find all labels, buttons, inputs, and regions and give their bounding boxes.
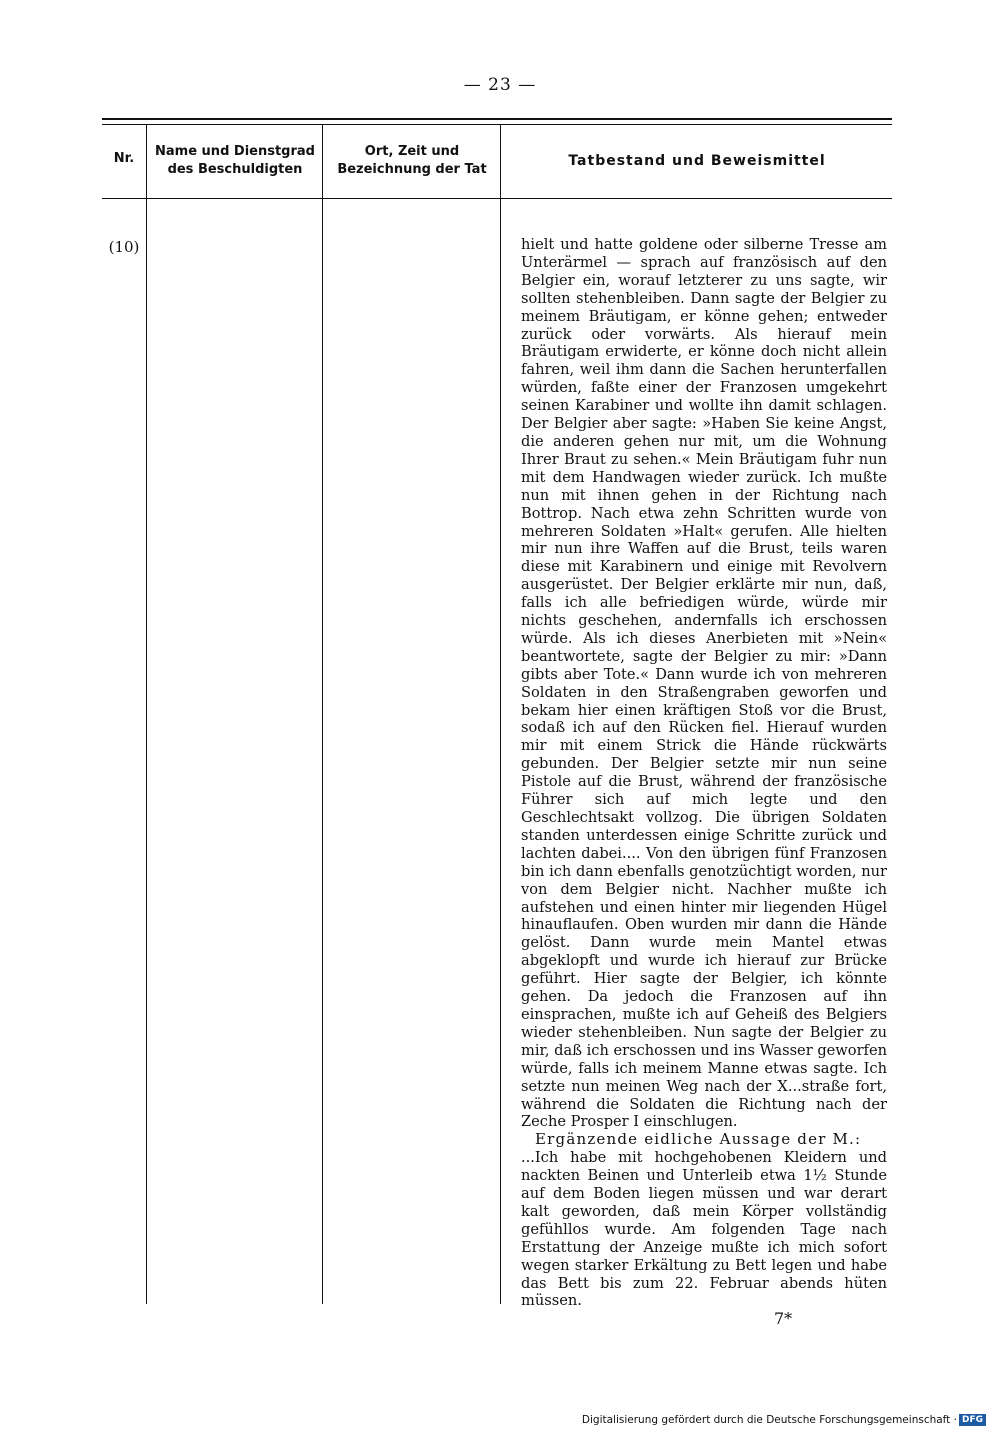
supplement-text: ...Ich habe mit hochgehobenen Kleidern und nackten Beinen und Unterleib etwa 1½ Stunde auf dem Boden liegen müssen und war derart kalt geworden, daß mein Körper vollständig gefühllos wurde. Am folgenden Tage nach Erstattung der Anzeige mußte ich mich sofort wegen starker Erkältung zu Bett legen und habe das Bett bis zum 22. Februar abends hüten müssen. xyxy=(521,1149,887,1310)
header-nr: Nr. xyxy=(113,151,135,166)
tatbestand-text xyxy=(521,236,887,1310)
header-tatbestand: Tatbestand und Beweismittel xyxy=(568,153,826,169)
page-number: — 23 — xyxy=(463,75,537,95)
footer-text: Digitalisierung gefördert durch die Deutsche Forschungsgemeinschaft · xyxy=(581,1414,957,1426)
signature-mark: 7* xyxy=(774,1309,793,1328)
header-name: Name und Dienstgrad des Beschuldigten xyxy=(155,144,315,177)
footer xyxy=(582,1414,986,1426)
supplement-heading: Ergänzende eidliche Aussage der M.: xyxy=(535,1130,862,1149)
dfg-logo: DFG xyxy=(959,1414,986,1426)
row-number: (10) xyxy=(108,238,140,256)
header-ort: Ort, Zeit und Bezeichnung der Tat xyxy=(337,144,487,177)
column-divider-1 xyxy=(146,124,147,1304)
table-top-rule-inner xyxy=(102,124,892,125)
column-divider-3 xyxy=(500,124,501,1304)
column-divider-2 xyxy=(322,124,323,1304)
table-header-rule xyxy=(102,198,892,199)
testimony-paragraph: hielt und hatte goldene oder silberne Tresse am Unterärmel — sprach auf französisch auf den Belgier ein, worauf letzterer zu uns sagte, wir sollten stehenbleiben. Dann sagte der Belgier zu meinem Bräutigam, er könne gehen; entweder zurück oder vorwärts. Als hierauf mein Bräutigam erwiderte, er könne doch nicht allein fahren, weil ihm dann die Sachen herunterfallen würden, faßte einer der Franzosen umgekehrt seinen Karabiner und wollte ihn damit schlagen. Der Belgier aber sagte: »Haben Sie keine Angst, die anderen gehen nur mit, um die Wohnung Ihrer Braut zu sehen.« Mein Bräutigam fuhr nun mit dem Handwagen wieder zurück. Ich mußte nun mit ihnen gehen in der Richtung nach Bottrop. Nach etwa zehn Schritten wurde von mehreren Soldaten »Halt« gerufen. Alle hielten mir nun ihre Waffen auf die Brust, teils waren diese mit Karabinern und einige mit Revolvern ausgerüstet. Der Belgier erklärte mir nun, daß, falls ich alle befriedigen würde, würde mir nichts geschehen, andernfalls ich erschossen würde. Als ich dieses Anerbieten mit »Nein« beantwortete, sagte der Belgier zu mir: »Dann gibts aber Tote.« Dann wurde ich von mehreren Soldaten in den Straßengraben geworfen und bekam hier einen kräftigen Stoß vor die Brust, sodaß ich auf den Rücken fiel. Hierauf wurden mir mit einem Strick die Hände rückwärts gebunden. Der Belgier setzte mir nun seine Pistole auf die Brust, während der französische Führer sich auf mich legte und den Geschlechtsakt vollzog. Die übrigen Soldaten standen unterdessen einige Schritte zurück und lachten dabei.... Von den übrigen fünf Franzosen bin ich dann ebenfalls genotzüchtigt worden, nur von dem Belgier nicht. Nachher mußte ich aufstehen und einen hinter mir liegenden Hügel hinauflaufen. Oben wurden mir dann die Hände gelöst. Dann wurde mein Mantel etwas abgeklopft und wurde ich hierauf zur Brücke geführt. Hier sagte der Belgier, ich könnte gehen. Da jedoch die Franzosen auf ihn einsprachen, mußte ich auf Geheiß des Belgiers wieder stehenbleiben. Nun sagte der Belgier zu mir, daß ich erschossen und ins Wasser geworfen würde, falls ich meinem Manne etwas sagte. Ich setzte nun meinen Weg nach der X...straße fort, während die Soldaten die Richtung nach der Zeche Prosper I einschlugen. xyxy=(521,236,887,1131)
table-top-rule xyxy=(102,118,892,120)
